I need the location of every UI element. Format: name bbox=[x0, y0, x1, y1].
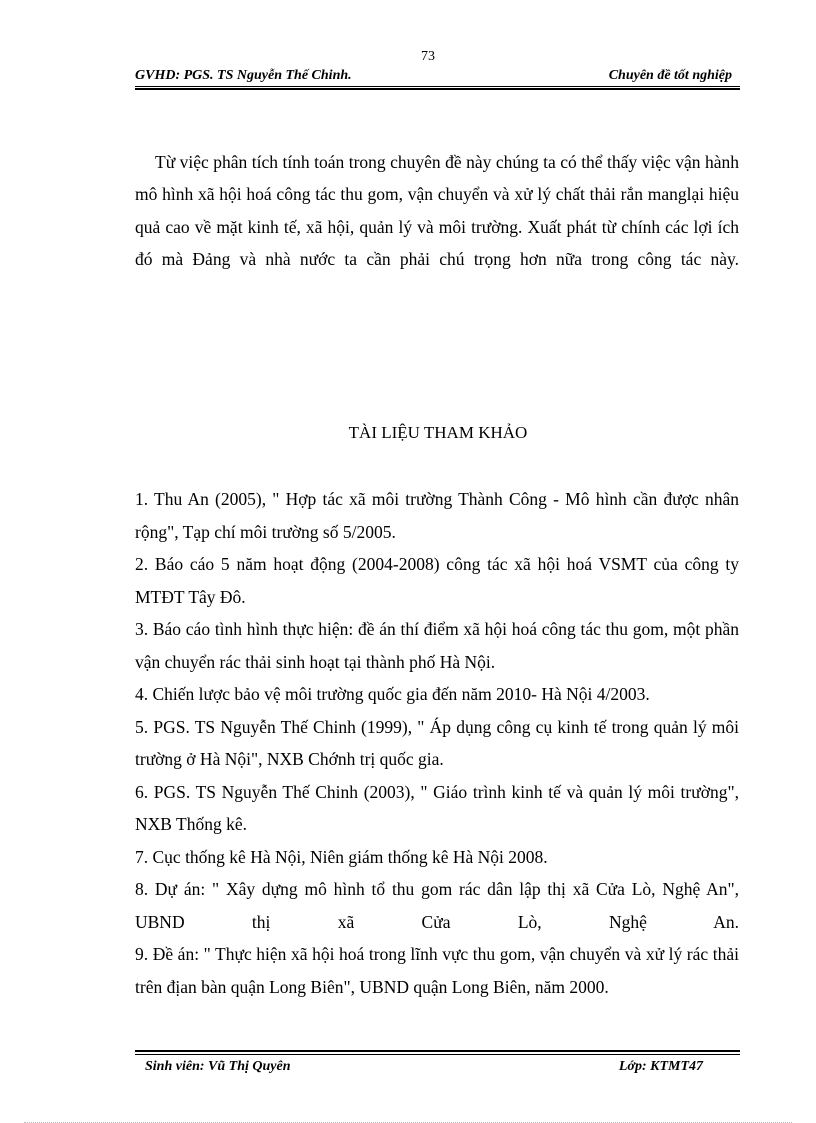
reference-item: 2. Báo cáo 5 năm hoạt động (2004-2008) công tác xã hội hoá VSMT của công ty MTĐT Tây Đô. bbox=[135, 554, 739, 607]
header-divider-thick bbox=[135, 88, 740, 90]
header-divider-thin bbox=[135, 86, 740, 87]
references-list bbox=[135, 483, 739, 1003]
page-number: 73 bbox=[421, 49, 435, 64]
conclusion-paragraph: Từ việc phân tích tính toán trong chuyên đề này chúng ta có thể thấy việc vận hành mô hình xã hội hoá công tác thu gom, vận chuyển và xử lý chất thải rắn manglại hiệu quả cao về mặt kinh tế, xã hội, quản lý và môi trường. Xuất phát từ chính các lợi ích đó mà Đảng và nhà nước ta cần phải chú trọng hơn nữa trong công tác này. bbox=[135, 151, 739, 269]
reference-item: 4. Chiến lược bảo vệ môi trường quốc gia đến năm 2010- Hà Nội 4/2003. bbox=[135, 684, 650, 704]
reference-item: 7. Cục thống kê Hà Nội, Niên giám thống kê Hà Nội 2008. bbox=[135, 846, 548, 867]
footer-class: Lớp: KTMT47 bbox=[618, 1059, 703, 1074]
header-document-type: Chuyên đề tốt nghiệp bbox=[608, 68, 732, 83]
footer-divider-thick bbox=[135, 1050, 740, 1052]
reference-item: 5. PGS. TS Nguyễn Thế Chinh (1999), " Áp dụng công cụ kinh tế trong quản lý môi trường ở Hà Nội", NXB Chớnh trị quốc gia. bbox=[135, 716, 739, 769]
references-title: TÀI LIỆU THAM KHẢO bbox=[348, 423, 528, 442]
reference-item: 3. Báo cáo tình hình thực hiện: đề án thí điểm xã hội hoá công tác thu gom, một phần vận chuyển rác thải sinh hoạt tại thành phố Hà Nội. bbox=[135, 619, 739, 672]
footer-divider-thin bbox=[135, 1054, 740, 1055]
header-advisor: GVHD: PGS. TS Nguyễn Thế Chinh. bbox=[135, 68, 352, 83]
reference-item: 1. Thu An (2005), " Hợp tác xã môi trường Thành Công - Mô hình cần được nhân rộng", Tạp chí môi trường số 5/2005. bbox=[135, 489, 739, 542]
reference-item: 9. Đề án: " Thực hiện xã hội hoá trong lĩnh vực thu gom, vận chuyển và xử lý rác thải trên địan bàn quận Long Biên", UBND quận Long Biên, năm 2000. bbox=[135, 944, 739, 997]
reference-item: 8. Dự án: " Xây dựng mô hình tổ thu gom rác dân lập thị xã Cửa Lò, Nghệ An", UBND thị xã Cửa Lò, Nghệ An. bbox=[135, 879, 739, 932]
reference-item: 6. PGS. TS Nguyễn Thế Chinh (2003), " Giáo trình kinh tế và quản lý môi trường", NXB Thống kê. bbox=[135, 781, 739, 834]
footer-student: Sinh viên: Vũ Thị Quyên bbox=[145, 1059, 291, 1074]
